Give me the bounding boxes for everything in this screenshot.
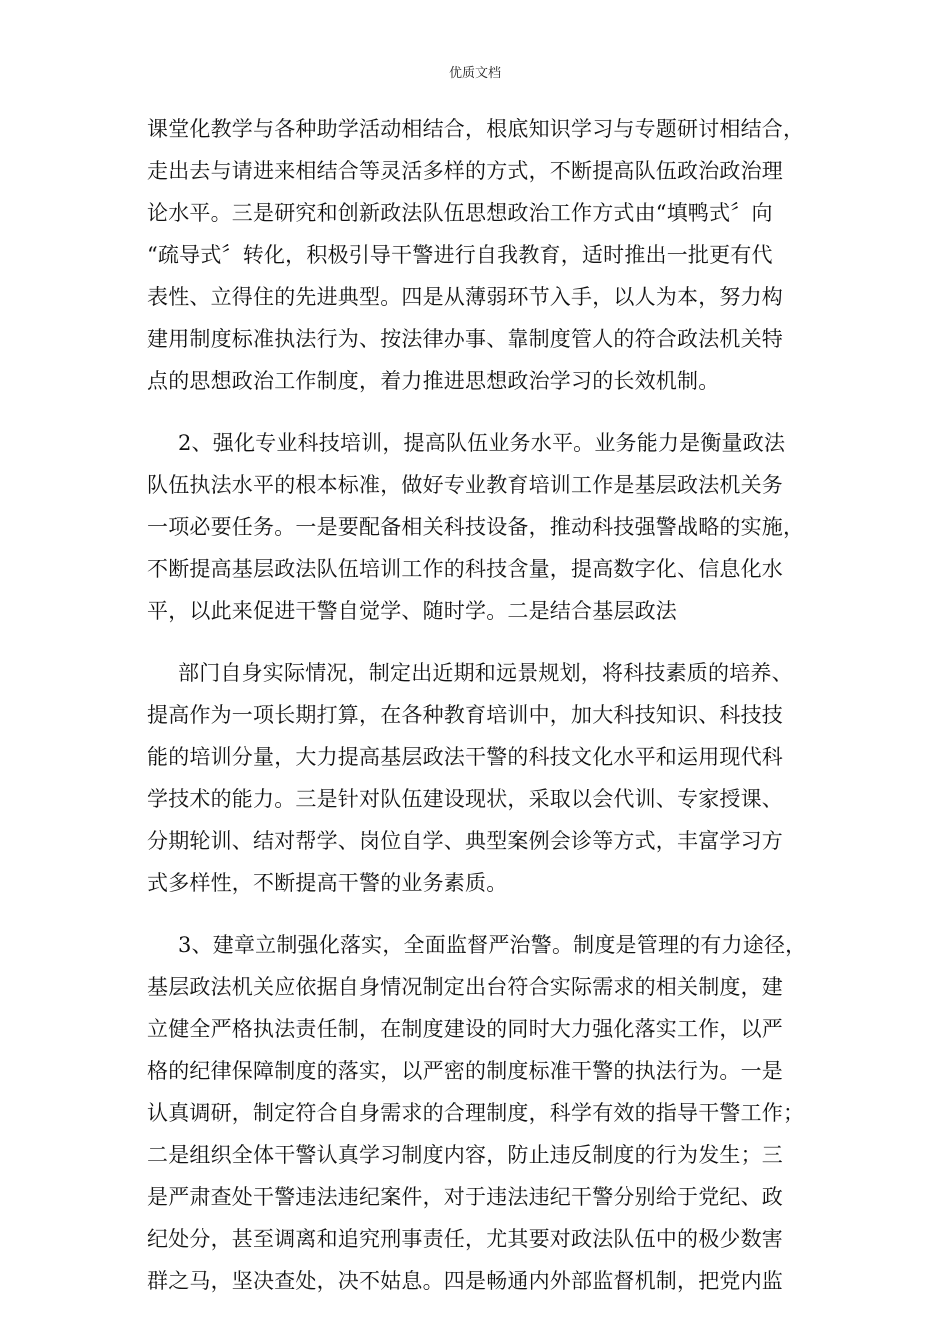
text-line: 式多样性，不断提高干警的业务素质。 xyxy=(147,871,508,895)
text-line: 点的思想政治工作制度，着力推进思想政治学习的长效机制。 xyxy=(147,369,720,393)
page-header: 优质文档 xyxy=(448,66,501,81)
text-line: “疏导式〞转化，积极引导干警进行自我教育，适时推出一批更有代 xyxy=(147,243,773,267)
text-line: 平，以此来促进干警自觉学、随时学。二是结合基层政法 xyxy=(147,599,677,623)
text-line: 一项必要任务。一是要配备相关科技设备，推动科技强警战略的实施， xyxy=(147,515,805,539)
text-line: 学技术的能力。三是针对队伍建设现状，采取以会代训、专家授课、 xyxy=(147,787,783,811)
text-line: 基层政法机关应依据自身情况制定出台符合实际需求的相关制度，建 xyxy=(147,975,783,999)
text-line: 走出去与请进来相结合等灵活多样的方式，不断提高队伍政治政治理 xyxy=(147,159,783,183)
text-line: 立健全严格执法责任制，在制度建设的同时大力强化落实工作，以严 xyxy=(147,1017,783,1041)
text-line: 群之马，坚决查处，决不姑息。四是畅通内外部监督机制，把党内监 xyxy=(147,1269,783,1293)
text-line: 格的纪律保障制度的落实，以严密的制度标准干警的执法行为。一是 xyxy=(147,1059,783,1083)
text-line: 部门自身实际情况，制定出近期和远景规划，将科技素质的培养、 xyxy=(178,661,793,685)
text-line: 分期轮训、结对帮学、岗位自学、典型案例会诊等方式，丰富学习方 xyxy=(147,829,783,853)
text-line: 不断提高基层政法队伍培训工作的科技含量，提高数字化、信息化水 xyxy=(147,557,783,581)
text-line: 课堂化教学与各种助学活动相结合，根底知识学习与专题研讨相结合， xyxy=(147,117,805,141)
text-line: 是严肃查处干警违法违纪案件，对于违法违纪干警分别给于党纪、政 xyxy=(147,1185,783,1209)
text-line: 论水平。三是研究和创新政法队伍思想政治工作方式由“填鸭式〞向 xyxy=(147,201,773,225)
text-line: 纪处分，甚至调离和追究刑事责任，尤其要对政法队伍中的极少数害 xyxy=(147,1227,783,1251)
text-line: 认真调研，制定符合自身需求的合理制度，科学有效的指导干警工作； xyxy=(147,1101,805,1125)
text-line: 建用制度标准执法行为、按法律办事、靠制度管人的符合政法机关特 xyxy=(147,327,783,351)
text-line: 二是组织全体干警认真学习制度内容，防止违反制度的行为发生；三 xyxy=(147,1143,783,1167)
text-line: 表性、立得住的先进典型。四是从薄弱环节入手，以人为本，努力构 xyxy=(147,285,783,309)
text-line: 2、强化专业科技培训，提高队伍业务水平。业务能力是衡量政法 xyxy=(178,431,786,455)
text-line: 队伍执法水平的根本标准，做好专业教育培训工作是基层政法机关务 xyxy=(147,473,783,497)
text-line: 提高作为一项长期打算，在各种教育培训中，加大科技知识、科技技 xyxy=(147,703,783,727)
text-line: 能的培训分量，大力提高基层政法干警的科技文化水平和运用现代科 xyxy=(147,745,783,769)
text-line: 3、建章立制强化落实，全面监督严治警。制度是管理的有力途径， xyxy=(178,933,807,957)
